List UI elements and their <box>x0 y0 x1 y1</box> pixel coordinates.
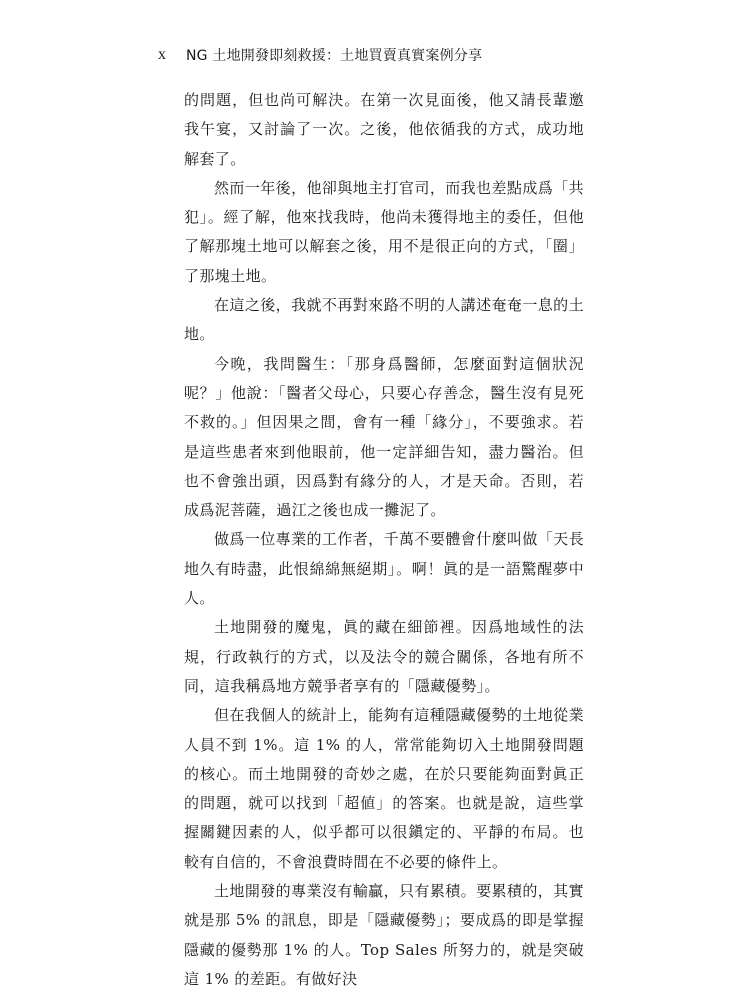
paragraph: 但在我個人的統計上，能夠有這種隱藏優勢的土地從業人員不到 1%。這 1% 的人，常常能夠切入土地開發問題的核心。而土地開發的奇妙之處，在於只要能夠面對眞正的問題，就可以找到「超値」的答案。也就是說，這些掌握關鍵因素的人，似乎都可以很鎭定的、平靜的布局。也較有自信的，不會浪費時間在不必要的條件上。 <box>184 706 584 871</box>
running-header <box>158 44 628 66</box>
running-header-title: NG 土地開發即刻救援：土地買賣真實案例分享 <box>186 48 483 64</box>
paragraph: 土地開發的魔鬼，眞的藏在細節裡。因爲地域性的法規，行政執行的方式，以及法令的競合關係，各地有所不同，這我稱爲地方競爭者享有的「隱藏優勢」。 <box>184 618 584 695</box>
paragraph: 然而一年後，他卻與地主打官司，而我也差點成爲「共犯」。經了解，他來找我時，他尚未獲得地主的委任，但他了解那塊土地可以解套之後，用不是很正向的方式，「圈」了那塊土地。 <box>184 178 584 285</box>
page-number: x <box>158 46 166 63</box>
paragraph: 今晚，我問醫生：「那身爲醫師，怎麼面對這個狀況呢？」他說：「醫者父母心，只要心存善念，醫生沒有見死不救的。」但因果之間，會有一種「緣分」，不要強求。若是這些患者來到他眼前，他一定詳細告知，盡力醫治。但也不會強出頭，因爲對有緣分的人，才是天命。否則，若成爲泥菩薩，過江之後也成一攤泥了。 <box>184 354 584 520</box>
paragraph: 在這之後，我就不再對來路不明的人講述奄奄一息的土地。 <box>184 296 584 344</box>
paragraph: 做爲一位專業的工作者，千萬不要體會什麼叫做「天長地久有時盡，此恨綿綿無絕期」。啊！眞的是一語驚醒夢中人。 <box>184 530 584 608</box>
paragraph: 的問題，但也尚可解決。在第一次見面後，他又請長輩邀我午宴，又討論了一次。之後，他依循我的方式，成功地解套了。 <box>184 91 584 168</box>
paragraph: 土地開發的專業沒有輸贏，只有累積。要累積的，其實就是那 5% 的訊息，即是「隱藏優勢」；要成爲的即是掌握隱藏的優勢那 1% 的人。Top Sales 所努力的，就是突破這 1% 的差距。有做好決 <box>184 882 584 988</box>
body-text <box>184 86 584 994</box>
